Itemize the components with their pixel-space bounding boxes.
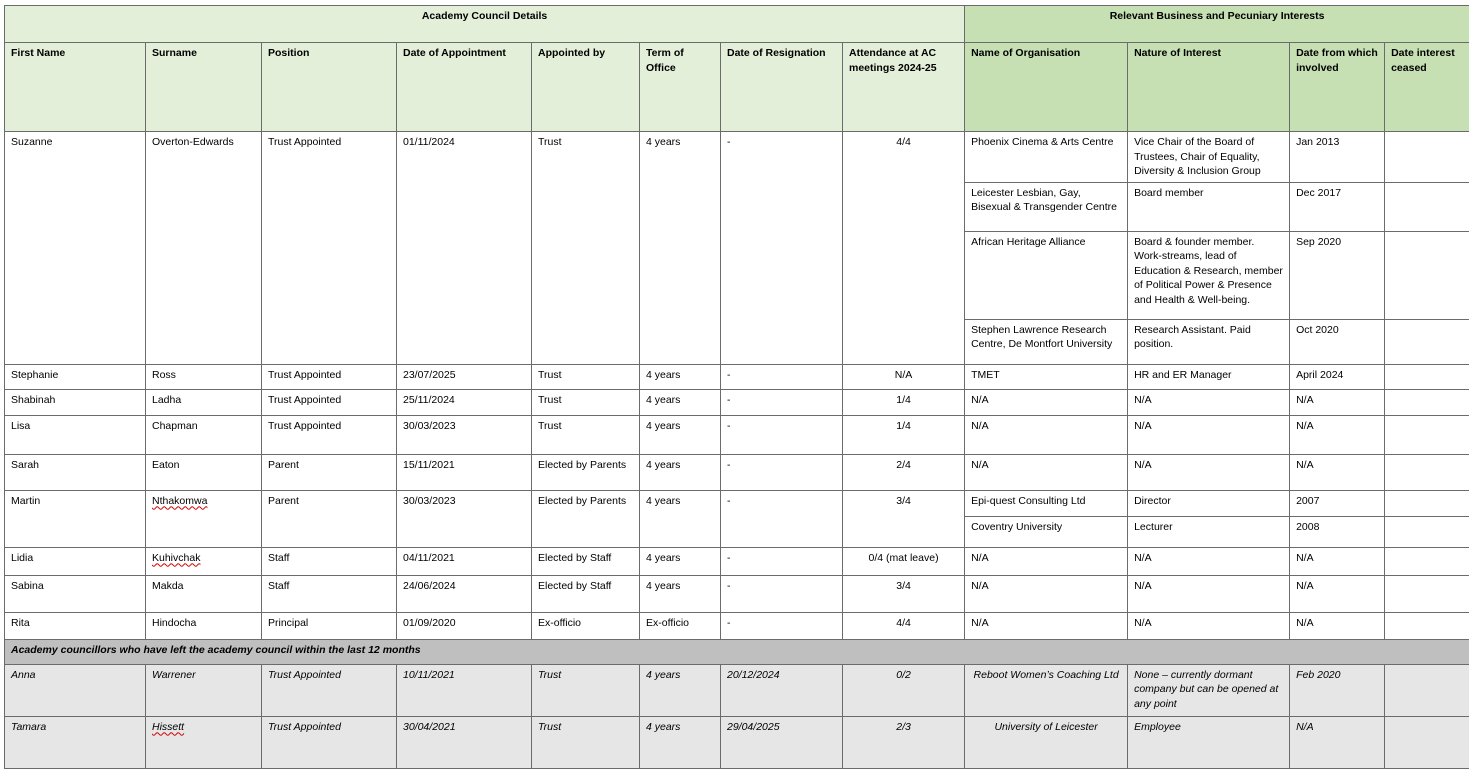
date-from-cell: Feb 2020 [1290, 664, 1385, 716]
organisation-cell: N/A [965, 415, 1128, 454]
appointed-by-cell: Trust [532, 132, 640, 365]
table-row [5, 364, 1469, 389]
date-ceased-cell [1385, 415, 1469, 454]
col-position: Position [262, 43, 397, 132]
surname-cell: Ladha [146, 389, 262, 415]
term-cell: 4 years [640, 454, 721, 490]
position-cell: Trust Appointed [262, 389, 397, 415]
appointed-by-cell: Ex-officio [532, 612, 640, 639]
position-cell: Trust Appointed [262, 716, 397, 768]
organisation-cell: Leicester Lesbian, Gay, Bisexual & Transgender Centre [965, 182, 1128, 231]
col-date-of-resignation: Date of Resignation [721, 43, 843, 132]
date-from-cell: Sep 2020 [1290, 231, 1385, 319]
date-from-cell: N/A [1290, 547, 1385, 575]
date-ceased-cell [1385, 182, 1469, 231]
term-cell: 4 years [640, 716, 721, 768]
date-from-cell: Dec 2017 [1290, 182, 1385, 231]
surname-cell: Eaton [146, 454, 262, 490]
first-name-cell: Martin [5, 490, 146, 547]
col-nature-of-interest: Nature of Interest [1128, 43, 1290, 132]
resignation-cell: - [721, 415, 843, 454]
surname-cell: Ross [146, 364, 262, 389]
date-from-cell: 2007 [1290, 490, 1385, 516]
appointed-by-cell: Trust [532, 716, 640, 768]
attendance-cell: 1/4 [843, 389, 965, 415]
date-ceased-cell [1385, 364, 1469, 389]
organisation-cell: N/A [965, 575, 1128, 612]
former-councillors-section-header: Academy councillors who have left the academy council within the last 12 months [5, 639, 1469, 664]
surname-text: Nthakomwa [152, 494, 208, 507]
organisation-cell: Reboot Women’s Coaching Ltd [965, 664, 1128, 716]
surname-cell [146, 547, 262, 575]
appointed-by-cell: Elected by Staff [532, 547, 640, 575]
attendance-cell: 4/4 [843, 612, 965, 639]
term-cell: 4 years [640, 132, 721, 365]
interest-nature-cell: N/A [1128, 612, 1290, 639]
pecuniary-interests-header: Relevant Business and Pecuniary Interests [965, 6, 1469, 43]
term-cell: 4 years [640, 490, 721, 547]
appointment-date-cell: 30/03/2023 [397, 490, 532, 547]
term-cell: Ex-officio [640, 612, 721, 639]
appointment-date-cell: 01/11/2024 [397, 132, 532, 365]
first-name-cell: Suzanne [5, 132, 146, 365]
attendance-cell: 0/2 [843, 664, 965, 716]
position-cell: Staff [262, 547, 397, 575]
date-from-cell: Jan 2013 [1290, 132, 1385, 183]
resignation-cell: 29/04/2025 [721, 716, 843, 768]
date-ceased-cell [1385, 454, 1469, 490]
date-from-cell: N/A [1290, 389, 1385, 415]
appointed-by-cell: Trust [532, 364, 640, 389]
surname-cell: Warrener [146, 664, 262, 716]
table-row [5, 612, 1469, 639]
col-first-name: First Name [5, 43, 146, 132]
date-from-cell: April 2024 [1290, 364, 1385, 389]
resignation-cell: - [721, 389, 843, 415]
col-surname: Surname [146, 43, 262, 132]
col-date-of-appointment: Date of Appointment [397, 43, 532, 132]
appointment-date-cell: 23/07/2025 [397, 364, 532, 389]
col-attendance: Attendance at AC meetings 2024-25 [843, 43, 965, 132]
table-row [5, 132, 1469, 183]
first-name-cell: Anna [5, 664, 146, 716]
attendance-cell: 4/4 [843, 132, 965, 365]
academy-council-table [4, 5, 1469, 769]
term-cell: 4 years [640, 547, 721, 575]
appointment-date-cell: 10/11/2021 [397, 664, 532, 716]
interest-nature-cell: N/A [1128, 575, 1290, 612]
interest-nature-cell: Employee [1128, 716, 1290, 768]
organisation-cell: N/A [965, 547, 1128, 575]
col-term-of-office: Term of Office [640, 43, 721, 132]
date-ceased-cell [1385, 664, 1469, 716]
position-cell: Trust Appointed [262, 132, 397, 365]
table-row [5, 664, 1469, 716]
appointed-by-cell: Elected by Staff [532, 575, 640, 612]
appointment-date-cell: 30/03/2023 [397, 415, 532, 454]
term-cell: 4 years [640, 575, 721, 612]
table-row [5, 547, 1469, 575]
first-name-cell: Stephanie [5, 364, 146, 389]
interest-nature-cell: HR and ER Manager [1128, 364, 1290, 389]
surname-cell: Hindocha [146, 612, 262, 639]
date-ceased-cell [1385, 612, 1469, 639]
term-cell: 4 years [640, 415, 721, 454]
position-cell: Trust Appointed [262, 664, 397, 716]
table-row [5, 575, 1469, 612]
surname-cell [146, 490, 262, 547]
date-from-cell: N/A [1290, 716, 1385, 768]
date-from-cell: Oct 2020 [1290, 319, 1385, 364]
term-cell: 4 years [640, 664, 721, 716]
date-ceased-cell [1385, 389, 1469, 415]
organisation-cell: African Heritage Alliance [965, 231, 1128, 319]
resignation-cell: 20/12/2024 [721, 664, 843, 716]
position-cell: Trust Appointed [262, 364, 397, 389]
attendance-cell: 1/4 [843, 415, 965, 454]
interest-nature-cell: N/A [1128, 547, 1290, 575]
appointment-date-cell: 04/11/2021 [397, 547, 532, 575]
date-from-cell: N/A [1290, 415, 1385, 454]
surname-cell [146, 716, 262, 768]
appointment-date-cell: 24/06/2024 [397, 575, 532, 612]
col-appointed-by: Appointed by [532, 43, 640, 132]
date-ceased-cell [1385, 516, 1469, 547]
interest-nature-cell: N/A [1128, 389, 1290, 415]
date-from-cell: N/A [1290, 454, 1385, 490]
date-from-cell: N/A [1290, 575, 1385, 612]
attendance-cell: 3/4 [843, 575, 965, 612]
date-ceased-cell [1385, 319, 1469, 364]
organisation-cell: N/A [965, 389, 1128, 415]
appointed-by-cell: Trust [532, 415, 640, 454]
attendance-cell: 2/3 [843, 716, 965, 768]
attendance-cell: N/A [843, 364, 965, 389]
term-cell: 4 years [640, 389, 721, 415]
date-ceased-cell [1385, 490, 1469, 516]
attendance-cell: 2/4 [843, 454, 965, 490]
col-date-from-involved: Date from which involved [1290, 43, 1385, 132]
organisation-cell: TMET [965, 364, 1128, 389]
date-ceased-cell [1385, 547, 1469, 575]
appointed-by-cell: Trust [532, 389, 640, 415]
date-from-cell: 2008 [1290, 516, 1385, 547]
organisation-cell: N/A [965, 454, 1128, 490]
appointed-by-cell: Elected by Parents [532, 454, 640, 490]
interest-nature-cell: N/A [1128, 415, 1290, 454]
interest-nature-cell: None – currently dormant company but can be opened at any point [1128, 664, 1290, 716]
interest-nature-cell: Board member [1128, 182, 1290, 231]
attendance-cell: 0/4 (mat leave) [843, 547, 965, 575]
interest-nature-cell: Research Assistant. Paid position. [1128, 319, 1290, 364]
date-ceased-cell [1385, 132, 1469, 183]
first-name-cell: Tamara [5, 716, 146, 768]
surname-cell: Makda [146, 575, 262, 612]
surname-text: Kuhivchak [152, 551, 201, 564]
col-date-interest-ceased: Date interest ceased [1385, 43, 1469, 132]
surname-text: Hissett [152, 720, 185, 733]
first-name-cell: Shabinah [5, 389, 146, 415]
resignation-cell: - [721, 454, 843, 490]
appointed-by-cell: Elected by Parents [532, 490, 640, 547]
interest-nature-cell: Director [1128, 490, 1290, 516]
resignation-cell: - [721, 612, 843, 639]
resignation-cell: - [721, 490, 843, 547]
surname-cell: Overton-Edwards [146, 132, 262, 365]
appointment-date-cell: 30/04/2021 [397, 716, 532, 768]
first-name-cell: Sabina [5, 575, 146, 612]
organisation-cell: Stephen Lawrence Research Centre, De Montfort University [965, 319, 1128, 364]
organisation-cell: Phoenix Cinema & Arts Centre [965, 132, 1128, 183]
appointment-date-cell: 25/11/2024 [397, 389, 532, 415]
first-name-cell: Rita [5, 612, 146, 639]
term-cell: 4 years [640, 364, 721, 389]
table-row [5, 490, 1469, 516]
appointment-date-cell: 15/11/2021 [397, 454, 532, 490]
table-row [5, 415, 1469, 454]
resignation-cell: - [721, 132, 843, 365]
position-cell: Principal [262, 612, 397, 639]
organisation-cell: N/A [965, 612, 1128, 639]
organisation-cell: University of Leicester [965, 716, 1128, 768]
table-row [5, 389, 1469, 415]
date-ceased-cell [1385, 716, 1469, 768]
interest-nature-cell: N/A [1128, 454, 1290, 490]
appointed-by-cell: Trust [532, 664, 640, 716]
col-name-of-organisation: Name of Organisation [965, 43, 1128, 132]
position-cell: Trust Appointed [262, 415, 397, 454]
table-row [5, 454, 1469, 490]
interest-nature-cell: Vice Chair of the Board of Trustees, Chair of Equality, Diversity & Inclusion Group [1128, 132, 1290, 183]
first-name-cell: Sarah [5, 454, 146, 490]
resignation-cell: - [721, 547, 843, 575]
organisation-cell: Coventry University [965, 516, 1128, 547]
date-ceased-cell [1385, 575, 1469, 612]
position-cell: Staff [262, 575, 397, 612]
resignation-cell: - [721, 364, 843, 389]
surname-cell: Chapman [146, 415, 262, 454]
date-ceased-cell [1385, 231, 1469, 319]
academy-council-details-header: Academy Council Details [5, 6, 965, 43]
first-name-cell: Lidia [5, 547, 146, 575]
position-cell: Parent [262, 454, 397, 490]
appointment-date-cell: 01/09/2020 [397, 612, 532, 639]
attendance-cell: 3/4 [843, 490, 965, 547]
date-from-cell: N/A [1290, 612, 1385, 639]
table-row [5, 716, 1469, 768]
first-name-cell: Lisa [5, 415, 146, 454]
interest-nature-cell: Lecturer [1128, 516, 1290, 547]
resignation-cell: - [721, 575, 843, 612]
position-cell: Parent [262, 490, 397, 547]
organisation-cell: Epi-quest Consulting Ltd [965, 490, 1128, 516]
interest-nature-cell: Board & founder member. Work-streams, lead of Education & Research, member of Political Power & Presence and Health & Well-being. [1128, 231, 1290, 319]
